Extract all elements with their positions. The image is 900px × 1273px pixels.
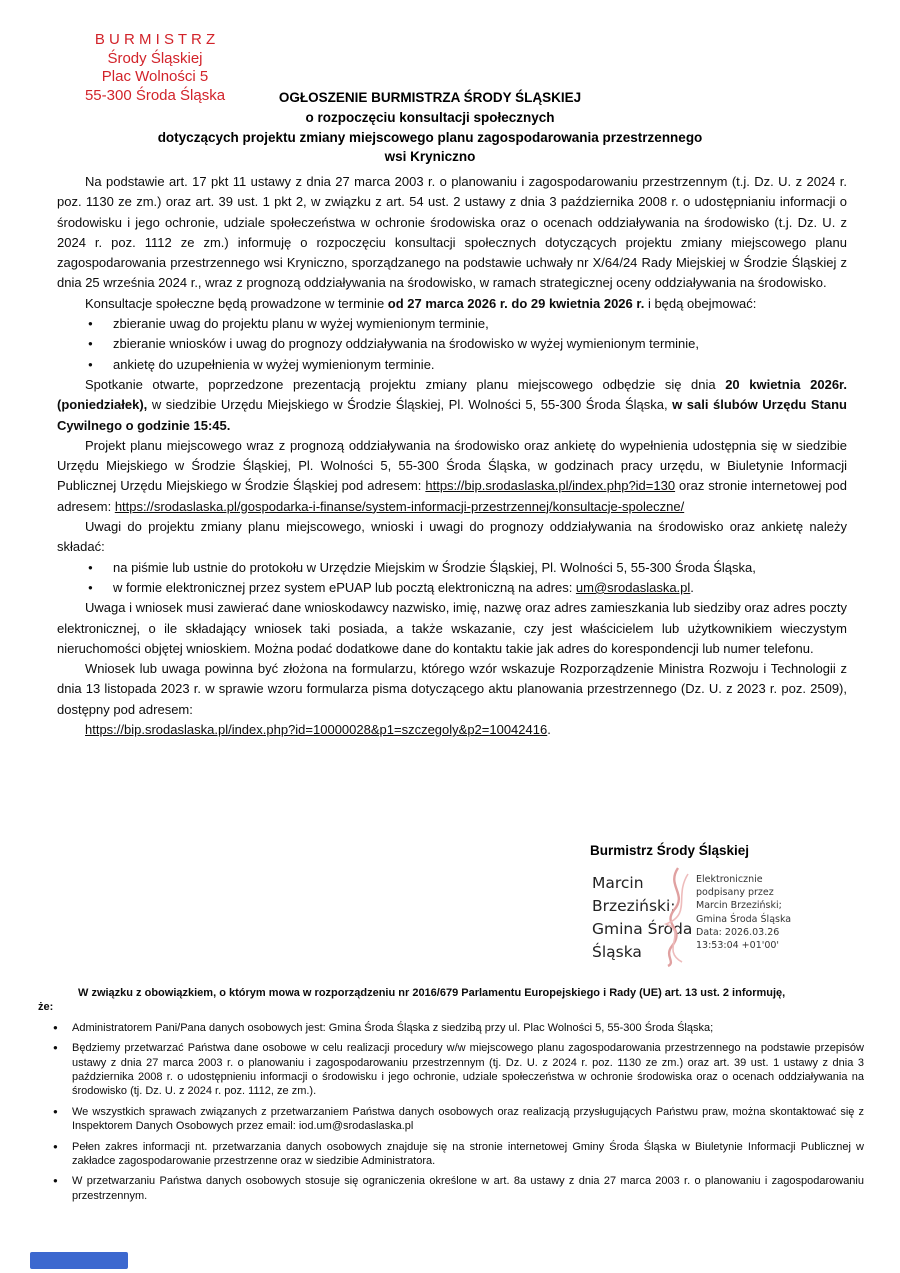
- text-segment: Na podstawie art. 17 pkt 11 ustawy z dnia 27 marca 2003 r. o planowaniu i zagospodarowaniu przestrzennym (t.j. Dz. U. z 2024 r. poz. 1130 ze zm.) oraz art. 39 ust. 1 pkt 2, w związku z art. 54 ust. 2 ustawy z dnia 3 października 2008 r. o udostępnianiu informacji o środowisku i jego ochronie, udziale społeczeństwa w ochronie środowiska oraz o ocenach oddziaływania na środowisko (t.j. Dz. U. z 2024 r. poz. 1112 ze zm.) informuję o rozpoczęciu konsultacji społecznych dotyczących projektu zmiany miejscowego planu zagospodarowania przestrzennego wsi Kryniczno, sporządzanego na podstawie uchwały nr X/64/24 Rady Miejskiej w Środzie Śląskiej z dnia 25 września 2024 r., wraz z prognozą oddziaływania na środowisko, w ramach strategicznej oceny oddziaływania na środowisko.: [57, 174, 847, 291]
- gdpr-list-item: ● We wszystkich sprawach związanych z przetwarzaniem Państwa danych osobowych oraz realizacją przysługujących Państwu praw, można skontaktować się z Inspektorem Danych Osobowych przez email: iod.um@srodaslaska.pl: [38, 1105, 864, 1134]
- document-title: [30, 88, 830, 167]
- signature-stamp-line: 13:53:04 +01'00': [696, 940, 780, 952]
- text-segment: Wniosek lub uwaga powinna być złożona na formularzu, którego wzór wskazuje Rozporządzenie Ministra Rozwoju i Technologii z dnia 13 listopada 2023 r. w sprawie wzoru formularza pisma dotyczącego aktu planowania przestrzennego (Dz. U. z 2023 r. poz. 2509), dostępny pod adresem:: [57, 661, 847, 717]
- signature-stamp-line: Elektronicznie: [696, 874, 763, 885]
- text-segment: zbieranie wniosków i uwag do prognozy oddziaływania na środowisko w wyżej wymienionym terminie,: [113, 336, 699, 352]
- text-segment: od 27 marca 2026 r. do 29 kwietnia 2026 r.: [387, 295, 645, 311]
- text-segment: Uwagi do projektu zmiany planu miejscowego, wnioski i uwagi do prognozy oddziaływania na środowisko oraz ankietę należy składać:: [57, 519, 847, 555]
- footer-blue-bar: [30, 1252, 128, 1269]
- text-segment: .: [547, 722, 551, 738]
- list-item: [57, 314, 847, 334]
- list-item: [57, 578, 847, 598]
- paragraph: [57, 659, 847, 720]
- signature-name-line: Śląska: [592, 943, 642, 961]
- signature-name-line: Marcin: [592, 874, 644, 892]
- list-item: [57, 355, 847, 375]
- link-paragraph: [57, 720, 847, 740]
- gdpr-intro-continuation: że:: [38, 1001, 54, 1014]
- text-segment: w siedzibie Urzędu Miejskiego w Środzie Śląskiej, Pl. Wolności 5, 55-300 Środa Śląska,: [147, 397, 673, 413]
- text-segment: na piśmie lub ustnie do protokołu w Urzędzie Miejskim w Środzie Śląskiej, Pl. Wolności 5, 55-300 Środa Śląska,: [113, 559, 756, 575]
- signature-name-line: Brzeziński;: [592, 897, 676, 915]
- text-segment: w sali ślubów Urzędu Stanu Cywilnego o godzinie 15:45.: [57, 397, 847, 433]
- signature-title: Burmistrz Środy Śląskiej: [590, 843, 750, 858]
- gdpr-intro: W związku z obowiązkiem, o którym mowa w rozporządzeniu nr 2016/679 Parlamentu Europejskiego i Rady (UE) art. 13 ust. 2 informuję,: [78, 987, 786, 999]
- title-line: wsi Kryniczno: [384, 149, 476, 165]
- list-item: [57, 334, 847, 354]
- gdpr-list-item: ● W przetwarzaniu Państwa danych osobowych stosuje się ograniczenia określone w art. 8a ustawy z dnia 27 marca 2003 r. o planowaniu i zagospodarowaniu przestrzennym.: [38, 1174, 864, 1203]
- paragraph: [57, 598, 847, 659]
- text-segment: 20 kwietnia 2026r. (poniedziałek),: [57, 376, 847, 413]
- signature-stamp-line: podpisany przez: [696, 887, 774, 899]
- text-segment: .: [690, 579, 694, 595]
- link[interactable]: https://bip.srodaslaska.pl/index.php?id=130: [425, 478, 676, 494]
- text-segment: ankietę do uzupełnienia w wyżej wymienionym terminie.: [113, 356, 435, 372]
- text-segment: zbieranie uwag do projektu planu w wyżej wymienionym terminie,: [113, 316, 489, 332]
- text-segment: Projekt planu miejscowego wraz z prognozą oddziaływania na środowisko oraz ankietę do wypełnienia udostępnia się w siedzibie Urzędu Miejskiego w Środzie Śląskiej, Pl. Wolności 5, 55-300 Środa Śląska, w godzinach pracy urzędu, w Biuletynie Informacji Publicznej Urzędu Miejskiego w Środzie Śląskiej pod adresem:: [57, 437, 847, 494]
- title-line: OGŁOSZENIE BURMISTRZA ŚRODY ŚLĄSKIEJ: [278, 90, 582, 105]
- link[interactable]: https://bip.srodaslaska.pl/index.php?id=10000028&p1=szczegoly&p2=10042416: [85, 722, 548, 738]
- gdpr-list-item: ● Pełen zakres informacji nt. przetwarzania danych osobowych znajduje się na stronie internetowej Gminy Środa Śląska w Biuletynie Informacji Publicznej w zakładce zagospodarowanie przestrzenne oraz w siedzibie Administratora.: [38, 1140, 864, 1169]
- text-segment: Uwaga i wniosek musi zawierać dane wnioskodawcy nazwisko, imię, nazwę oraz adres zamieszkania lub siedziby oraz adres poczty elektronicznej, o ile składający wniosek taki posiada, a także wskazanie, czy jest właścicielem lub użytkownikiem wieczystym nieruchomości objętej wnioskiem. Można podać dodatkowe dane do kontaktu takie jak adres do korespondencji lub numer telefonu.: [57, 600, 847, 656]
- signature-name-line: Gmina Środa: [592, 920, 693, 938]
- letterhead-line: B U R M I S T R Z: [94, 31, 216, 48]
- signature-stamp-line: Gmina Środa Śląska: [696, 913, 792, 925]
- signature-flourish-icon: [648, 866, 700, 968]
- link[interactable]: um@srodaslaska.pl: [575, 579, 691, 595]
- signature-stamp-line: Marcin Brzeziński;: [696, 900, 782, 912]
- paragraph: [57, 172, 847, 294]
- text-segment: oraz stronie internetowej pod adresem:: [57, 478, 847, 514]
- gdpr-section: [38, 986, 864, 1203]
- gdpr-list-item: ● Będziemy przetwarzać Państwa dane osobowe w celu realizacji procedury w/w miejscowego planu zagospodarowania przestrzennego na podstawie przepisów ustawy z dnia 27 marca 2003 r. o planowaniu i zagospodarowaniu przestrzennym (tj. Dz. U. z 2024 r. poz. 1130 ze zm.) oraz art. 39 ust. 1 ustawy z dnia 3 października 2008 r. o udostępnieniu informacji o środowisku i jego ochronie, udziale społeczeństwa w ochronie środowiska oraz o ocenach oddziaływania na środowisko (tj. Dz. U. z 2024 r. poz. 1112, ze zm.).: [38, 1041, 864, 1099]
- letterhead-line: 55-300 Środa Śląska: [84, 86, 226, 104]
- paragraph: [57, 375, 847, 436]
- body-content: [57, 172, 847, 740]
- title-line: dotyczących projektu zmiany miejscowego planu zagospodarowania przestrzennego: [157, 129, 703, 145]
- paragraph: [57, 294, 847, 314]
- signature-stamp-text: [696, 873, 866, 952]
- paragraph: [57, 517, 847, 558]
- gdpr-list-item: ● Administratorem Pani/Pana danych osobowych jest: Gmina Środa Śląska z siedzibą przy ul. Plac Wolności 5, 55-300 Środa Śląska;: [38, 1021, 864, 1035]
- list-item: [57, 558, 847, 578]
- text-segment: i będą obejmować:: [644, 295, 757, 311]
- title-line: o rozpoczęciu konsultacji społecznych: [305, 109, 555, 125]
- text-segment: Konsultacje społeczne będą prowadzone w terminie: [85, 295, 388, 311]
- text-segment: Spotkanie otwarte, poprzedzone prezentacją projektu zmiany planu miejscowego odbędzie się dnia: [85, 376, 726, 392]
- letterhead-line: Plac Wolności 5: [101, 68, 209, 85]
- paragraph: [57, 436, 847, 517]
- text-segment: w formie elektronicznej przez system ePUAP lub pocztą elektroniczną na adres:: [113, 579, 576, 595]
- letterhead-line: Środy Śląskiej: [107, 49, 203, 67]
- link[interactable]: https://srodaslaska.pl/gospodarka-i-finanse/system-informacji-przestrzennej/konsultacje-spoleczne/: [114, 498, 685, 514]
- signature-stamp-line: Data: 2026.03.26: [696, 926, 780, 938]
